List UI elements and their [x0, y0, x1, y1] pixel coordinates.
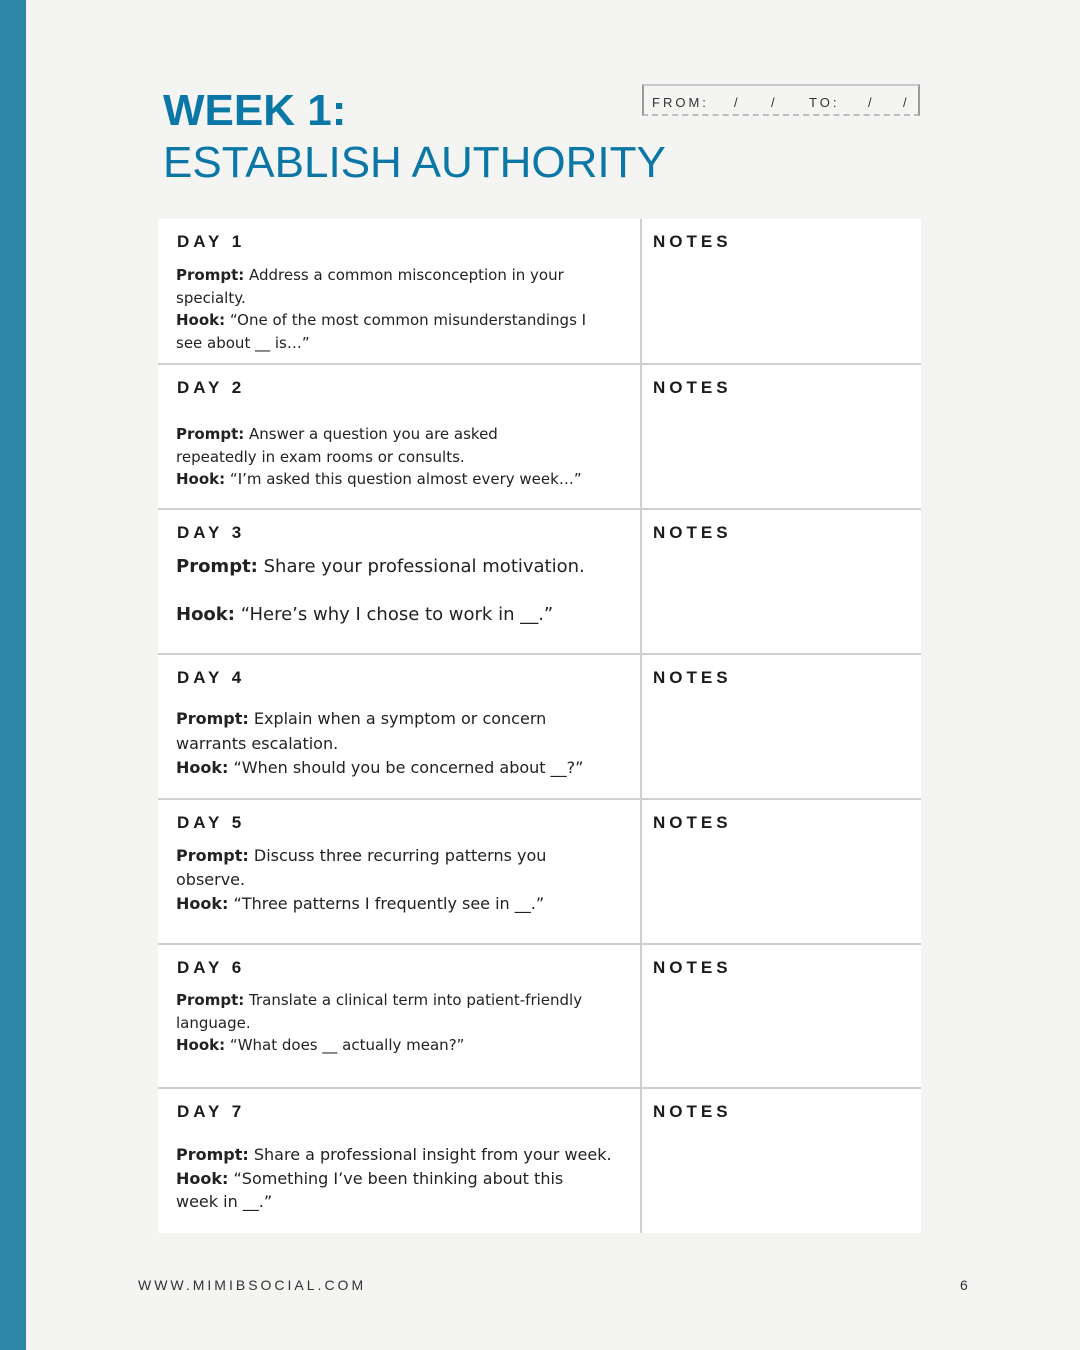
hook-text: “Here’s why I chose to work in __.” — [240, 604, 554, 625]
day-content — [176, 1143, 616, 1214]
prompt-text: Share your professional motivation. — [263, 556, 585, 577]
day-content — [176, 423, 582, 491]
notes-label: NOTES — [653, 958, 732, 977]
prompt-text: Answer a question you are asked repeatedly in exam rooms or consults. — [176, 425, 498, 466]
page-number: 6 — [960, 1277, 968, 1293]
day-label: DAY 2 — [177, 378, 246, 397]
side-accent-bar — [0, 0, 26, 1350]
hook-line — [176, 468, 606, 491]
prompt-line — [176, 554, 616, 579]
prompt-label: Prompt: — [176, 425, 245, 443]
day-row-1 — [158, 219, 921, 365]
hook-text: “Something I’ve been thinking about this week in __.” — [176, 1168, 564, 1211]
prompt-line — [176, 844, 576, 892]
date-from-slash-2: / — [771, 95, 778, 110]
prompt-label: Prompt: — [176, 266, 245, 284]
notes-label: NOTES — [653, 523, 732, 542]
day-content — [176, 554, 616, 627]
page-title-theme: ESTABLISH AUTHORITY — [163, 138, 666, 187]
notes-label: NOTES — [653, 378, 732, 397]
notes-label: NOTES — [653, 1102, 732, 1121]
day-row-5 — [158, 800, 921, 945]
day-label: DAY 5 — [177, 813, 246, 832]
prompt-line — [176, 707, 576, 756]
page-title-week: WEEK 1: — [163, 86, 347, 135]
prompt-line — [176, 1143, 616, 1167]
prompt-label: Prompt: — [176, 709, 249, 728]
prompt-label: Prompt: — [176, 556, 258, 577]
hook-line — [176, 309, 616, 354]
hook-line — [176, 892, 576, 916]
weekly-prompt-table — [158, 219, 921, 1233]
hook-label: Hook: — [176, 604, 235, 625]
prompt-text: Share a professional insight from your week. — [253, 1145, 612, 1164]
date-to-label: TO: — [809, 95, 840, 110]
prompt-label: Prompt: — [176, 846, 249, 865]
date-to-slash-1: / — [868, 95, 875, 110]
hook-text: “When should you be concerned about __?” — [233, 758, 584, 777]
prompt-text: Address a common misconception in your specialty. — [176, 266, 564, 307]
hook-text: “Three patterns I frequently see in __.” — [233, 894, 545, 913]
date-to-slash-2: / — [903, 95, 910, 110]
prompt-line — [176, 423, 536, 468]
date-from-slash-1: / — [734, 95, 741, 110]
day-row-6 — [158, 945, 921, 1089]
prompt-text: Translate a clinical term into patient-friendly language. — [176, 991, 583, 1032]
notes-label: NOTES — [653, 813, 732, 832]
day-content — [176, 707, 584, 781]
footer-website[interactable]: WWW.MIMIBSOCIAL.COM — [138, 1277, 367, 1293]
day-row-7 — [158, 1089, 921, 1233]
prompt-label: Prompt: — [176, 1145, 249, 1164]
hook-label: Hook: — [176, 1168, 229, 1188]
prompt-text: Discuss three recurring patterns you observe. — [176, 846, 547, 889]
notes-label: NOTES — [653, 668, 732, 687]
day-content — [176, 264, 616, 354]
prompt-line — [176, 989, 616, 1034]
day-content — [176, 844, 576, 916]
prompt-line — [176, 264, 616, 309]
hook-line — [176, 1034, 616, 1057]
hook-label: Hook: — [176, 1036, 226, 1054]
hook-line — [176, 756, 616, 781]
hook-label: Hook: — [176, 311, 226, 329]
day-row-3 — [158, 510, 921, 655]
day-label: DAY 3 — [177, 523, 246, 542]
notes-label: NOTES — [653, 232, 732, 251]
hook-text: “One of the most common misunderstandings I see about __ is…” — [176, 311, 587, 352]
date-range-box[interactable] — [642, 84, 920, 116]
prompt-text: Explain when a symptom or concern warrants escalation. — [176, 709, 547, 753]
hook-line — [176, 1167, 596, 1214]
day-row-2 — [158, 365, 921, 510]
day-label: DAY 1 — [177, 232, 246, 251]
hook-label: Hook: — [176, 894, 229, 913]
column-divider — [640, 219, 642, 1233]
hook-text: “I’m asked this question almost every week…” — [229, 470, 582, 488]
day-content — [176, 989, 616, 1057]
day-label: DAY 6 — [177, 958, 246, 977]
hook-line — [176, 602, 616, 627]
date-from-label: FROM: — [652, 95, 709, 110]
day-label: DAY 7 — [177, 1102, 246, 1121]
hook-text: “What does __ actually mean?” — [229, 1036, 465, 1054]
hook-label: Hook: — [176, 470, 226, 488]
hook-label: Hook: — [176, 758, 229, 777]
day-label: DAY 4 — [177, 668, 246, 687]
prompt-label: Prompt: — [176, 991, 245, 1009]
day-row-4 — [158, 655, 921, 800]
